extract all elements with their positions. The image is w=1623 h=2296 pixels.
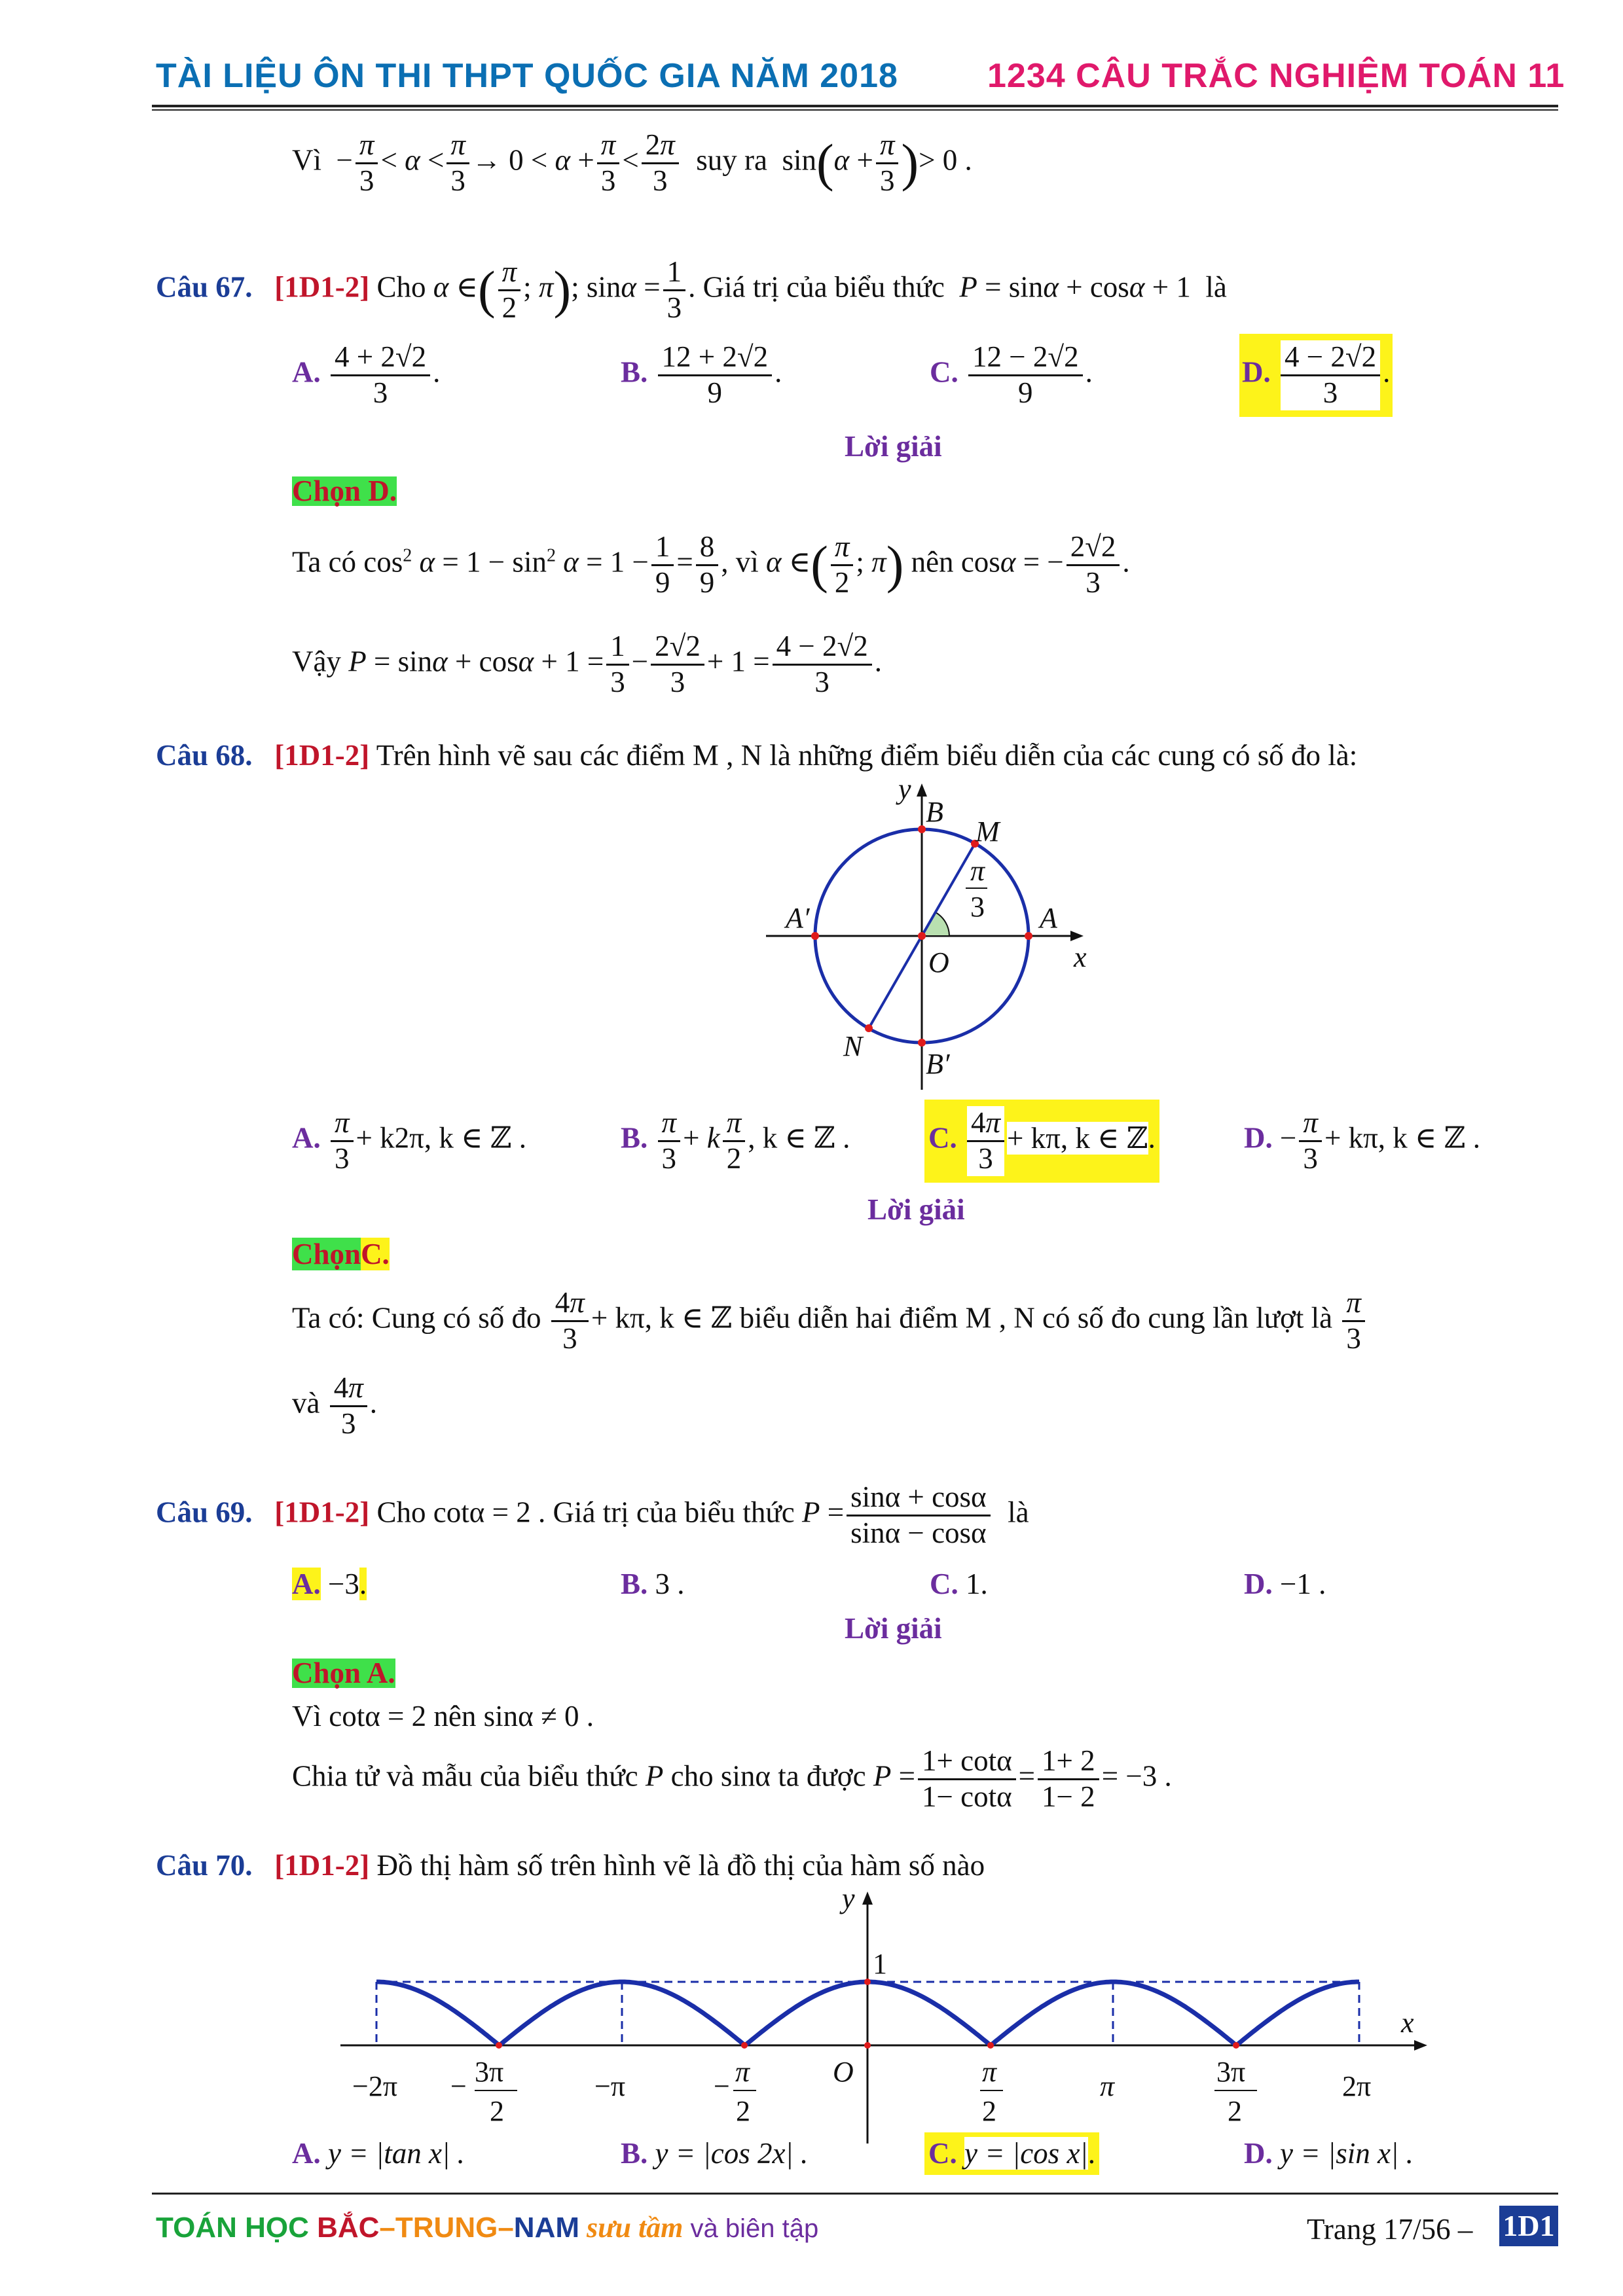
q70-stem: Câu 70. [1D1-2] Đồ thị hàm số trên hình vẽ là đồ thị của hàm số nào [156, 1849, 985, 1882]
tick-minus-pi2-sign: − [714, 2070, 730, 2102]
q69-option-a[interactable]: A. −3. [292, 1568, 367, 1600]
graph-label-one: 1 [873, 1948, 887, 1980]
tick-minus-pi2-den: 2 [736, 2095, 750, 2127]
q68-option-d[interactable]: D. − $\frac{\pi}{3}$ + kπ, k ∈ ℤ . [1244, 1106, 1480, 1175]
tick-3pi2-num: 3π [1216, 2056, 1246, 2088]
footer-rule [152, 2193, 1558, 2195]
q67-option-d[interactable]: D. $\frac{4 - 2√2}{3}$ . [1239, 334, 1393, 417]
q70-option-a[interactable]: A. y = |tan x| . [292, 2137, 465, 2170]
label-n: N [843, 1030, 863, 1062]
q70-option-b[interactable]: B. y = |cos 2x| . [621, 2137, 809, 2170]
footer-chapter-badge: 1D1 [1499, 2206, 1558, 2246]
q67-option-a[interactable]: A. $\frac{4 + 2√2}{3}$ . [292, 340, 441, 409]
graph-y-arrow [862, 1892, 873, 1905]
tick-pi2-num: π [982, 2056, 997, 2088]
q68-option-b[interactable]: B. $\frac{\pi}{3}$ + k $\frac{\pi}{2}$ , k ∈ ℤ . [621, 1106, 850, 1175]
label-m: M [976, 816, 1000, 848]
y-axis-arrow [917, 783, 927, 797]
q69-option-d[interactable]: D. −1 . [1244, 1568, 1326, 1600]
graph-label-o: O [833, 2056, 854, 2088]
angle-sector [922, 912, 949, 936]
tick-pi: π [1100, 2070, 1115, 2102]
label-a: A [1040, 902, 1057, 934]
q68-stem: Câu 68. [1D1-2] Trên hình vẽ sau các điểm M , N là những điểm biểu diễn của các cung có số đo là: [156, 739, 1358, 772]
point-n [865, 1024, 873, 1032]
tick-minus-pi: −π [594, 2070, 626, 2102]
q67-stem: Câu 67. [1D1-2] Cho α ∈( $\frac{\pi}{2}$ ; π); sinα = $\frac{1}{3}$ . Giá trị của biểu thức P = sinα + cosα + 1 là [156, 255, 1227, 324]
q67-option-b[interactable]: B. $\frac{12 + 2√2}{9}$ . [621, 340, 782, 409]
tick-minus-3pi2-sign: − [450, 2070, 467, 2102]
tick-pi2-den: 2 [982, 2095, 996, 2127]
tick-minus-2pi: −2π [352, 2070, 398, 2102]
q67-option-c[interactable]: C. $\frac{12 - 2√2}{9}$ . [930, 340, 1093, 409]
q68-solution-line1: Ta có: Cung có số đo $\frac{4\pi}{3}$ + kπ, k ∈ ℤ biểu diễn hai điểm M , N có số đo cung lần lượt là $\frac{\pi}{3}$ [292, 1286, 1368, 1356]
label-y: y [898, 776, 911, 805]
q68-option-c[interactable]: C. $\frac{4\pi}{3}$ + kπ, k ∈ ℤ. [924, 1100, 1159, 1183]
tick-minus-3pi2-num: 3π [475, 2056, 504, 2088]
tick-2pi: 2π [1342, 2070, 1372, 2102]
footer-credit: TOÁN HỌC BẮC–TRUNG–NAM sưu tầm và biên tập [156, 2212, 819, 2244]
header-title-right: 1234 CÂU TRẮC NGHIỆM TOÁN 11 [987, 57, 1565, 95]
q67-solution-line2: Vậy P = sinα + cosα + 1 = $\frac{1}{3}$ − $\frac{2√2}{3}$ + 1 = $\frac{4 - 2√2}{3}$ . [292, 630, 882, 698]
label-angle-num: π [970, 855, 985, 887]
q68-solution-title: Lời giải [867, 1193, 965, 1226]
q68-chosen: ChọnC. [292, 1238, 390, 1270]
q67-solution-title: Lời giải [845, 430, 942, 463]
q68-option-a[interactable]: A. $\frac{\pi}{3}$ + k2π, k ∈ ℤ . [292, 1106, 527, 1175]
header-rule-thin [152, 109, 1558, 111]
q70-option-c[interactable]: C. y = |cos x|. [924, 2132, 1099, 2175]
point-b [918, 825, 926, 833]
q70-graph-figure [327, 1885, 1440, 2147]
point-a-prime [811, 932, 819, 940]
q69-option-b[interactable]: B. 3 . [621, 1568, 685, 1600]
tick-minus-3pi2-den: 2 [490, 2095, 504, 2127]
q68-solution-line2: và $\frac{4\pi}{3}$ . [292, 1371, 378, 1440]
graph-x-arrow [1414, 2040, 1427, 2051]
label-angle-den: 3 [970, 891, 985, 923]
label-b-prime: B′ [926, 1048, 950, 1080]
header-title-left: TÀI LIỆU ÔN THI THPT QUỐC GIA NĂM 2018 [156, 57, 898, 95]
q69-option-c[interactable]: C. 1. [930, 1568, 988, 1600]
q69-stem: Câu 69. [1D1-2] Cho cotα = 2 . Giá trị của biểu thức P = $\frac{\sin\alpha + \cos\alpha}{\sin\alpha - \cos\alpha}$ là [156, 1480, 1029, 1549]
point-o [918, 932, 926, 940]
graph-label-y: y [842, 1885, 855, 1914]
q67-solution-line1: Ta có $\cos^2 \alpha = 1 - \sin^2 \alpha = 1$ − $\frac{1}{9}$ = $\frac{8}{9}$ , vì α ∈( $\frac{\pi}{2}$ ; π) nên cosα = − $\frac{2√2}{3}$ . [292, 530, 1130, 599]
intro-line: Vì − $\frac{\pi}{3}$ < α < $\frac{\pi}{3}$ → 0 < α + $\frac{\pi}{3}$ < $\frac{2\pi}{3}$ suy ra sin(α + $\frac{\pi}{3}$ )> 0 . [292, 128, 972, 197]
label-x: x [1074, 941, 1087, 973]
q68-unit-circle-figure [753, 776, 1093, 1096]
x-axis-arrow [1070, 931, 1084, 941]
graph-label-x: x [1401, 2007, 1414, 2039]
label-a-prime: A′ [786, 902, 810, 934]
q69-solution-title: Lời giải [845, 1612, 942, 1645]
tick-minus-pi2-num: π [735, 2056, 750, 2088]
label-b: B [926, 796, 943, 828]
q69-solution-line1: Vì cotα = 2 nên sinα ≠ 0 . [292, 1700, 594, 1732]
q67-chosen: Chọn D. [292, 475, 397, 507]
q70-option-d[interactable]: D. y = |sin x| . [1244, 2137, 1413, 2170]
footer-page-number: Trang 17/56 – [1307, 2213, 1473, 2246]
q69-solution-line2: Chia tử và mẫu của biểu thức P cho sinα ta được P = $\frac{1+ \cot\alpha}{1- \cot\alpha}$ = $\frac{1+ 2}{1- 2}$ = −3 . [292, 1744, 1172, 1813]
q69-chosen: Chọn A. [292, 1657, 395, 1689]
label-o: O [928, 946, 949, 978]
header-rule [152, 105, 1558, 107]
point-b-prime [918, 1039, 926, 1047]
tick-3pi2-den: 2 [1228, 2095, 1242, 2127]
point-a [1025, 932, 1032, 940]
